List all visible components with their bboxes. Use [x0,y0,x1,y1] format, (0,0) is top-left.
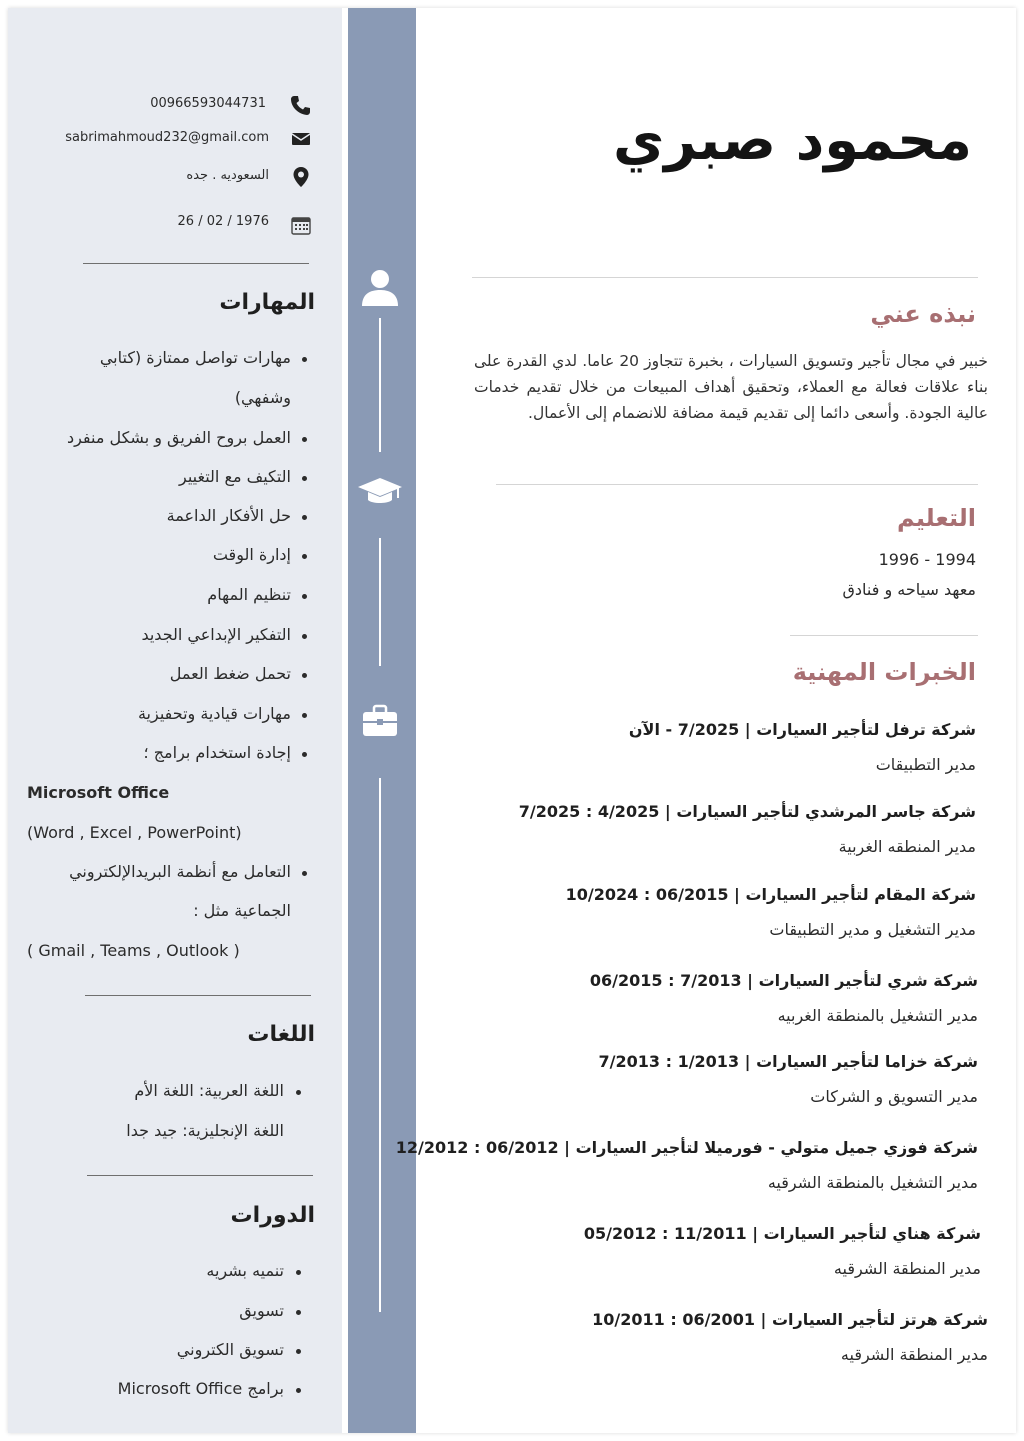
bullet-dot [302,554,307,559]
user-icon [358,266,402,310]
stripe-line-1 [379,318,381,452]
skill-item: التكيف مع التغيير [179,467,291,486]
bullet-dot [302,515,307,520]
job-title: شركة هرتز لتأجير السيارات | 06/2001 : 10/2011 [592,1310,988,1329]
stripe-line-3 [379,778,381,1312]
office-title: Microsoft Office [27,783,170,802]
main-divider-2 [496,484,978,485]
job-role: مدير التسويق و الشركات [810,1087,978,1106]
course-item: تنميه بشريه [206,1261,284,1280]
briefcase-icon [358,700,402,744]
languages-heading: اللغات [247,1022,315,1047]
experience-heading: الخبرات المهنية [792,658,976,686]
bullet-dot [296,1349,301,1354]
office-apps: (Word , Excel , PowerPoint) [27,823,242,842]
skill-item-continued: وشفهي) [234,388,291,407]
sidebar-divider-1 [83,263,309,264]
job-role: مدير المنطقة الشرقيه [840,1345,988,1364]
job-role: مدير التشغيل بالمنطقة الشرقيه [767,1173,978,1192]
candidate-name: محمود صبري [612,108,972,173]
bullet-dot [302,871,307,876]
bullet-dot [296,1310,301,1315]
skill-item: التفكير الإبداعي الجديد [141,625,291,644]
location-pin-icon [290,166,312,188]
skill-item-continued: الجماعية مثل : [193,901,291,920]
bullet-dot [302,673,307,678]
calendar-icon [290,214,312,236]
skill-item: العمل بروح الفريق و بشكل منفرد [66,428,291,447]
job-title: شركة جاسر المرشدي لتأجير السيارات | 4/2025 : 7/2025 [518,802,976,821]
education-institute: معهد سياحه و فنادق [842,580,976,599]
skill-item: مهارات قيادية وتحفيزية [137,704,291,723]
job-role: مدير التطبيقات [875,755,976,774]
education-years: 1994 - 1996 [878,550,976,569]
job-role: مدير المنطقة الشرقيه [833,1259,981,1278]
bullet-dot [296,1090,301,1095]
course-item: تسويق [239,1301,284,1320]
main-divider-1 [472,277,978,278]
about-text: خبير في مجال تأجير وتسويق السيارات ، بخبرة تتجاوز 20 عاما. لدي القدرة على بناء علاقات فعالة مع العملاء، وتحقيق أهداف المبيعات من خلال تقديم خدمات عالية الجودة. وأسعى دائما إلى تقديم قيمة مضافة للانضمام إلى الأعمال. [474,352,988,422]
job-title: شركة شري لتأجير السيارات | 7/2013 : 06/2015 [589,971,978,990]
stripe-line-2 [379,538,381,666]
sidebar-divider-2 [85,995,311,996]
phone-icon [289,94,311,116]
skill-item: مهارات تواصل ممتازة (كتابي [99,348,291,367]
skill-item: تنظيم المهام [207,585,291,604]
job-role: مدير المنطقه الغربية [838,837,976,856]
job-title: شركة هناي لتأجير السيارات | 11/2011 : 05/2012 [583,1224,981,1243]
bullet-dot [302,752,307,757]
skill-item: إدارة الوقت [212,545,291,564]
graduation-cap-icon [358,468,402,512]
bullet-dot [302,634,307,639]
bullet-dot [296,1388,301,1393]
job-title: شركة ترفل لتأجير السيارات | 7/2025 - الآن [628,720,976,739]
education-heading: التعليم [897,504,976,532]
email-apps: ( Gmail , Teams , Outlook ) [27,941,240,960]
course-item: تسويق الكتروني [176,1340,284,1359]
job-role: مدير التشغيل بالمنطقة الغربيه [777,1006,978,1025]
bullet-dot [302,437,307,442]
bullet-dot [302,476,307,481]
job-title: شركة المقام لتأجير السيارات | 06/2015 : 10/2024 [565,885,976,904]
envelope-icon [290,128,312,150]
sidebar-divider-3 [87,1175,313,1176]
job-title: شركة خزاما لتأجير السيارات | 1/2013 : 7/2013 [598,1052,978,1071]
skill-item: التعامل مع أنظمة البريدالإلكتروني [69,862,291,881]
skills-heading: المهارات [219,290,315,315]
language-item: اللغة الإنجليزية: جيد جدا [126,1121,284,1140]
courses-heading: الدورات [230,1203,315,1228]
bullet-dot [296,1270,301,1275]
skill-item: حل الأفكار الداعمة [166,506,291,525]
course-item: برامج Microsoft Office [117,1379,284,1398]
phone-text: 00966593044731 [150,96,266,111]
email-text: sabrimahmoud232@gmail.com [65,130,269,145]
bullet-dot [302,594,307,599]
bullet-dot [302,357,307,362]
skill-item: تحمل ضغط العمل [169,664,291,683]
job-title: شركة فوزي جميل متولي - فورميلا لتأجير السيارات | 06/2012 : 12/2012 [395,1138,978,1157]
bullet-dot [302,713,307,718]
job-role: مدير التشغيل و مدير التطبيقات [769,920,976,939]
language-item: اللغة العربية: اللغة الأم [134,1081,284,1100]
skill-item: إجادة استخدام برامج ؛ [143,743,291,762]
about-heading: نبذه عني [870,300,976,328]
location-text: السعوديه . جده [186,168,269,183]
birthdate-text: 26 / 02 / 1976 [177,214,269,229]
main-divider-3 [790,635,978,636]
